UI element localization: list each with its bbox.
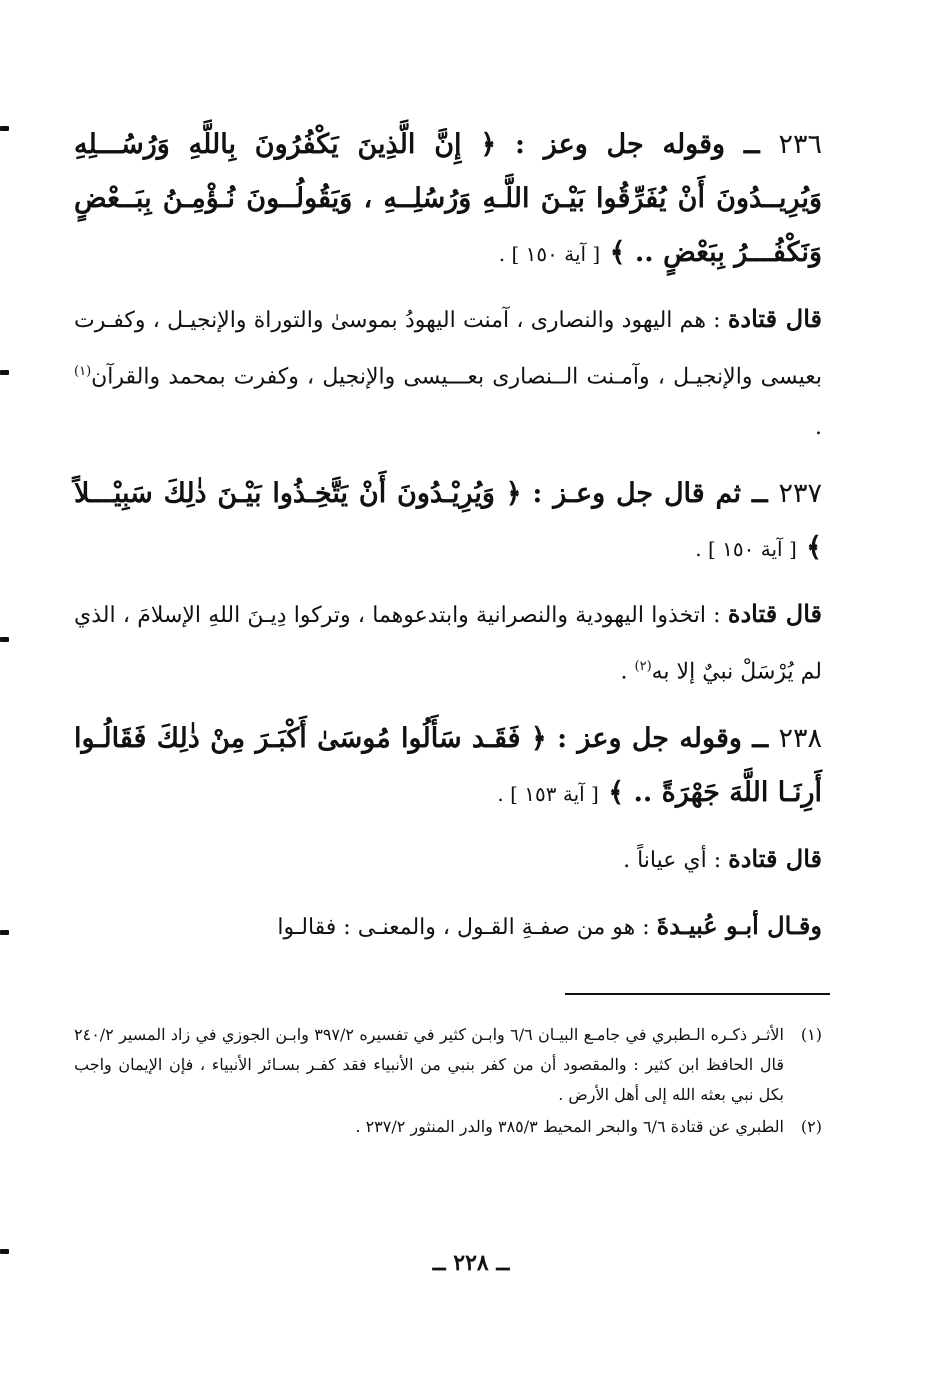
entry-236-commentary — [74, 293, 822, 453]
verse-reference: [ آية ١٥٣ ] . — [497, 781, 599, 806]
entry-number: ٢٣٧ — [778, 478, 822, 510]
footnote-mark: (١) — [74, 364, 92, 379]
commentary-speaker: قال قتادة — [727, 599, 823, 629]
margin-mark — [0, 930, 9, 935]
final-paragraph — [74, 900, 822, 953]
footnote-item — [74, 1112, 822, 1142]
quran-verse: ﴿ وَيُرِيْـدُونَ أَنْ يَتَّخِـذُوا بَيْـنَ ذٰلِكَ سَبِيْـــلاً ﴾ — [74, 478, 822, 564]
quran-verse: ﴿ فَقَـد سَأَلُوا مُوسَىٰ أَكْبَـرَ مِنْ ذٰلِكَ فَقَالُـوا أَرِنَـا اللَّهَ جَهْرَةً .. ﴾ — [74, 722, 822, 808]
commentary-text: : هو من صفـةِ القـول ، والمعنـى : فقالـوا — [277, 914, 650, 940]
footnote-number: (١) — [800, 1025, 822, 1044]
footnotes — [74, 1020, 822, 1144]
margin-mark — [0, 126, 9, 131]
margin-mark — [0, 370, 9, 375]
footnote-number: (٢) — [800, 1117, 822, 1136]
entry-intro: ــ ثم قال جل وعـز : — [532, 478, 768, 510]
page-number: ــ ٢٢٨ ــ — [432, 1250, 510, 1276]
verse-reference: [ آية ١٥٠ ] . — [695, 537, 797, 562]
commentary-text: : اتخذوا اليهودية والنصرانية وابتدعوهما ، وتركوا دِيـنَ اللهِ الإسلامَ ، الذي لم يُرْسَلْ نبيٌ إلا به — [74, 603, 822, 685]
commentary-speaker: وقـال أبـو عُبيـدةَ — [656, 910, 822, 940]
main-text — [74, 118, 822, 967]
footnote-divider — [565, 993, 830, 995]
footnote-text: الطبري عن قتادة ٦/٦ والبحر المحيط ٣٨٥/٣ والدر المنثور ٢٣٧/٢ . — [355, 1117, 784, 1136]
entry-number: ٢٣٨ — [778, 722, 822, 754]
entry-236-heading — [74, 118, 822, 281]
entry-intro: ــ وقوله جل وعز : — [514, 129, 760, 160]
entry-237-heading — [74, 467, 822, 576]
footnote-item — [74, 1020, 822, 1110]
margin-mark — [0, 637, 9, 642]
entry-237-commentary — [74, 588, 822, 697]
entry-number: ٢٣٦ — [778, 129, 822, 160]
commentary-speaker: قال قتادة — [727, 304, 822, 333]
entry-intro: ــ وقوله جل وعز : — [557, 722, 769, 754]
entry-238-heading — [74, 712, 822, 821]
footnote-mark: (٢) — [634, 659, 652, 675]
commentary-text: : هم اليهود والنصارى ، آمنت اليهودُ بموسىٰ والتوراة والإنجيـل ، وكفـرت بعيسى والإنجيـل ، وآمـنت الــنصارى بعـــيسى والإنجيل ، وكفرت بمحمد والقرآن — [74, 308, 822, 390]
commentary-text: : أي عياناً . — [623, 847, 722, 873]
verse-reference: [ آية ١٥٠ ] . — [498, 242, 601, 266]
commentary-speaker: قال قتادة — [728, 843, 822, 873]
commentary-end: . — [815, 415, 822, 441]
entry-238-commentary — [74, 833, 822, 886]
quran-verse: ﴿ إِنَّ الَّذِينَ يَكْفُرُونَ بِاللَّهِ وَرُسُـــلِهِ وَيُرِيــدُونَ أَنْ يُفَرِّقُوا بَيْـنَ اللَّـهِ وَرُسُلِــهِ ، وَيَقُولُــونَ نُـؤْمِـنُ بِبَــعْضٍ وَنَكْفُـــرُ بِبَعْضٍ .. ﴾ — [74, 129, 822, 268]
commentary-end: . — [620, 659, 635, 685]
footnote-text: الأثـر ذكـره الـطبري في جامـع البيـان ٦/٦ وابـن كثير في تفسيره ٣٩٧/٢ وابـن الجوزي في زاد المسير ٢٤٠/٢ قال الحافظ ابن كثير : والمقصود أن من كفر بنبي من الأنبياء فقد كفـر بسـائر الأنبياء ، فإن الإيمان واجب بكل نبي بعثه الله إلى أهل الأرض . — [74, 1025, 785, 1104]
